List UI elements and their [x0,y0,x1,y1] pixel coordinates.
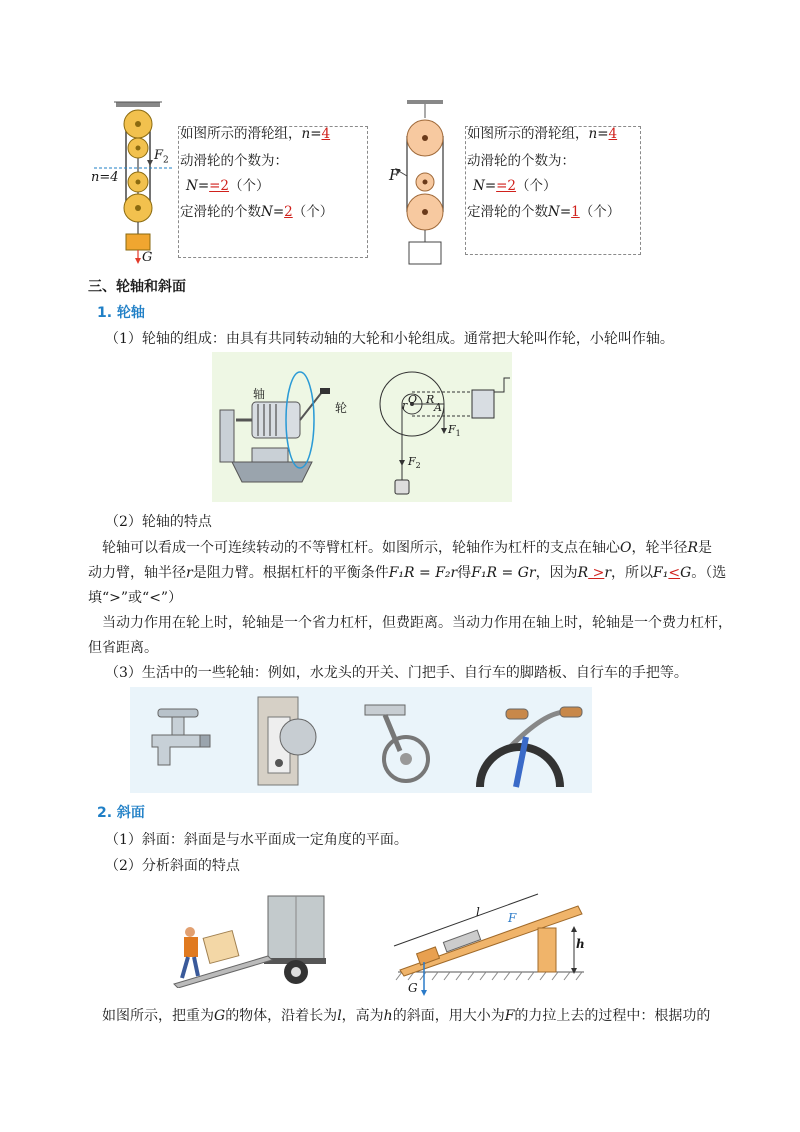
fig-label-f2: $F_2$ [408,455,421,471]
paragraph-examples: （3）生活中的一些轮轴：例如，水龙头的开关、门把手、自行车的脚踏板、自行车的手把等。 [105,665,688,681]
incline-label-l: l [476,905,480,919]
paragraph-features-line3: 填“>”或“<”） [88,590,183,606]
paragraph-features-heading: （2）轮轴的特点 [105,514,212,530]
section-title: 三、轮轴和斜面 [88,279,186,295]
incline-label-F: F [508,911,517,925]
fig-label-R: R [426,393,435,406]
truck-ramp-figure [168,892,328,988]
paragraph-features-line2: 动力臂，轴半径r是阻力臂。根据杠杆的平衡条件F₁R = F₂r得F₁R = Gr，因为R >r，所以F₁<G。（选 [88,565,727,581]
incline-label-G: G [408,981,418,995]
subsection-incline-title: 2. 斜面 [97,805,145,821]
fig-label-o: O [408,393,418,406]
wheel-axle-figure [212,352,512,502]
paragraph-lever-line1: 当动力作用在轮上时，轮轴是一个省力杠杆，但费距离。当动力作用在轴上时，轮轴是一个费力杠杆， [102,615,732,631]
pulley1-line3: N==2（个） [186,178,270,194]
paragraph-incline-definition: （1）斜面：斜面是与水平面成一定角度的平面。 [105,832,408,848]
incline-diagram-figure [388,888,588,998]
fig-label-f1: $F_1$ [448,423,461,439]
paragraph-incline-features: （2）分析斜面的特点 [105,858,240,874]
paragraph-incline-work: 如图所示，把重为G的物体，沿着长为l，高为h的斜面，用大小为F的力拉上去的过程中：根据功的 [102,1008,711,1024]
fig-label-wheel: 轮 [335,401,348,415]
pulley2-line4: 定滑轮的个数N=1（个） [467,204,621,220]
pulley1-line4: 定滑轮的个数N=2（个） [180,204,334,220]
pulley2-line2: 动滑轮的个数为： [467,153,575,169]
paragraph-features-line1: 轮轴可以看成一个可连续转动的不等臂杠杆。如图所示，轮轴作为杠杆的支点在轴心O，轮半径R是 [102,540,713,556]
incline-label-h: h [576,937,585,951]
paragraph-lever-line2: 但省距离。 [88,640,158,656]
paragraph-wheel-axle-composition: （1）轮轴的组成：由具有共同转动轴的大轮和小轮组成。通常把大轮叫作轮，小轮叫作轴。 [105,331,674,347]
pulley2-f-label: F [389,166,400,184]
fig-label-a: A [434,401,442,414]
pulley2-line3: N==2（个） [473,178,557,194]
pulley1-g-label: G [142,250,153,265]
wheel-axle-diagram [212,352,512,502]
pulley1-f2-label: $F_2$ [154,148,169,166]
everyday-examples-drawing [130,687,592,793]
subsection-wheel-axle-title: 1. 轮轴 [97,305,145,321]
fig-label-axle: 轴 [253,387,266,401]
pulley1-n-label: n=4 [91,170,119,185]
fig-label-r: r [402,399,408,412]
pulley2-line1: 如图所示的滑轮组，n=4 [467,126,618,142]
everyday-wheel-axle-figure [130,687,592,793]
pulley1-line1: 如图所示的滑轮组，n=4 [180,126,331,142]
pulley1-line2: 动滑轮的个数为： [180,153,288,169]
